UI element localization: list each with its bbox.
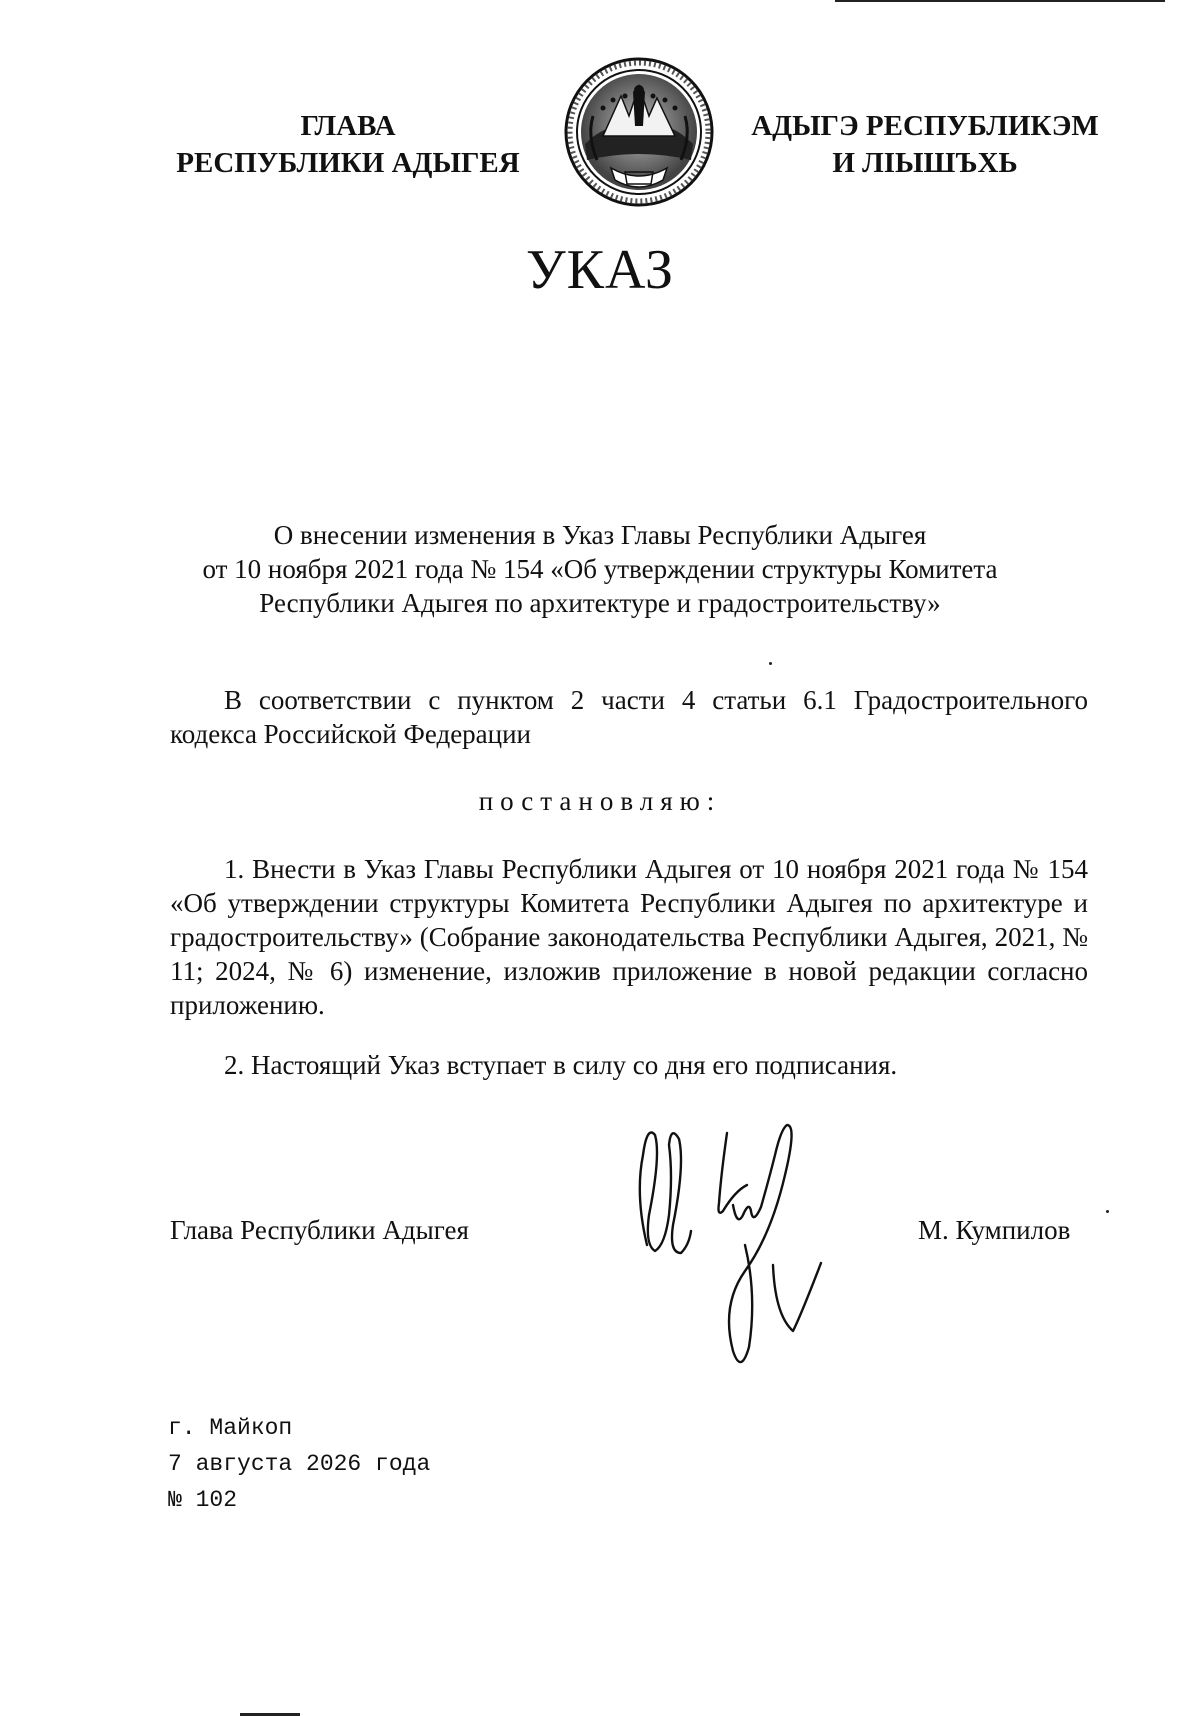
subject-line-2: от 10 ноября 2021 года № 154 «Об утверждении структуры Комитета — [202, 554, 998, 584]
header-left-line-1: ГЛАВА — [300, 110, 396, 142]
header-right-line-2: И ЛІЫШЪХЬ — [832, 147, 1018, 179]
subject-line-3: Республики Адыгея по архитектуре и градостроительству» — [259, 588, 941, 618]
coat-of-arms-icon — [563, 56, 715, 208]
header-left-line-2: РЕСПУБЛИКИ АДЫГЕЯ — [176, 147, 520, 179]
footer-date: 7 августа 2026 года — [168, 1451, 431, 1477]
decree-word: постановляю: — [478, 786, 722, 816]
document-title: УКАЗ — [525, 239, 675, 301]
top-edge-line — [835, 0, 1165, 2]
preamble-paragraph: В соответствии с пунктом 2 части 4 статьи 6.1 Градостроительного кодекса Российской Федерации — [170, 685, 1088, 749]
scan-speck — [1106, 1210, 1109, 1213]
signatory-position: Глава Республики Адыгея — [170, 1215, 469, 1245]
subject-line-1: О внесении изменения в Указ Главы Республики Адыгея — [273, 520, 927, 550]
header-left — [158, 108, 538, 182]
signatory-name: М. Кумпилов — [918, 1215, 1071, 1245]
header-right-line-1: АДЫГЭ РЕСПУБЛИКЭМ — [751, 110, 1099, 142]
footer-city: г. Майкоп — [168, 1415, 293, 1441]
scan-speck — [769, 662, 772, 665]
document-footer — [168, 1410, 430, 1518]
footer-number: № 102 — [168, 1487, 238, 1513]
item-1-paragraph: 1. Внести в Указ Главы Республики Адыгея от 10 ноября 2021 года № 154 «Об утверждении структуры Комитета Республики Адыгея по архитектуре и градостроительству» (Собрание законодательства Республики Адыгея, 2021, № 11; 2024, № 6) изменение, изложив приложение в новой редакции согласно приложению. — [170, 854, 1088, 1020]
handwritten-signature — [625, 1095, 865, 1375]
document-subject — [150, 518, 1050, 620]
item-2-paragraph: 2. Настоящий Указ вступает в силу со дня его подписания. — [224, 1050, 898, 1080]
header-right — [735, 108, 1115, 182]
